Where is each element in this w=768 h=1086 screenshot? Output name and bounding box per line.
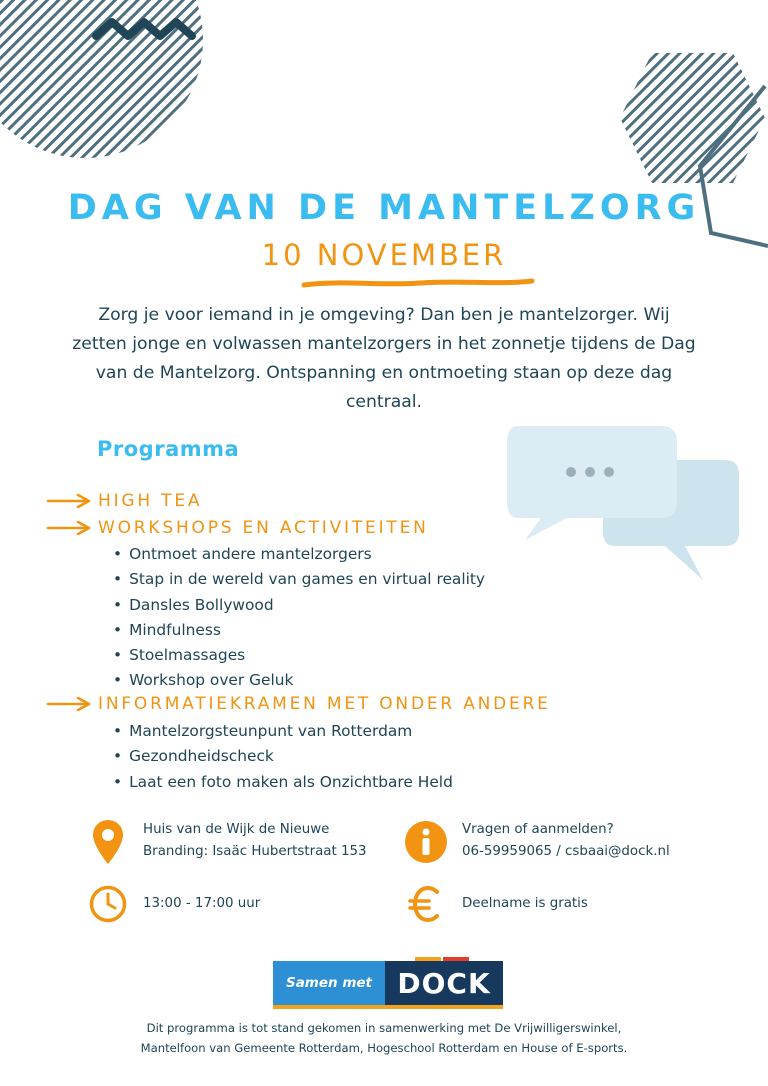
- location-line-2: Branding: Isaäc Hubertstraat 153: [143, 844, 367, 859]
- program-heading: Programma: [97, 437, 240, 461]
- cost-text: Deelname is gratis: [462, 896, 588, 911]
- section-title: WORKSHOPS EN ACTIVITEITEN: [98, 518, 429, 538]
- footer-line-1: Dit programma is tot stand gekomen in samenwerking met De Vrijwilligerswinkel,: [146, 1021, 622, 1035]
- list-item: • Mindfulness: [113, 618, 485, 643]
- euro-icon: [407, 885, 445, 923]
- contact-info: [462, 819, 670, 863]
- info-stands-list: [113, 719, 453, 795]
- logo-bar-orange: [415, 957, 441, 961]
- list-item: • Ontmoet andere mantelzorgers: [113, 542, 485, 567]
- section-title: INFORMATIEKRAMEN MET ONDER ANDERE: [98, 694, 551, 714]
- location-line-1: Huis van de Wijk de Nieuwe: [143, 822, 330, 837]
- page-title: DAG VAN DE MANTELZORG: [67, 188, 701, 228]
- list-item: • Workshop over Geluk: [113, 668, 485, 693]
- dock-logo: [273, 961, 503, 1005]
- list-item: • Stoelmassages: [113, 643, 485, 668]
- location-pin-icon: [91, 818, 125, 866]
- event-date: 10 NOVEMBER: [261, 238, 507, 272]
- footer-line-2: Mantelfoon van Gemeente Rotterdam, Hogeschool Rotterdam en House of E-sports.: [140, 1041, 628, 1055]
- time-text: 13:00 - 17:00 uur: [143, 896, 261, 911]
- list-item: • Gezondheidscheck: [113, 744, 453, 769]
- arrow-right-icon: [46, 520, 92, 536]
- logo-samen-met: Samen met: [273, 961, 385, 1005]
- location-info: [143, 819, 367, 863]
- program-section-info-stands: [46, 694, 551, 714]
- contact-line-2[interactable]: 06-59959065 / csbaai@dock.nl: [462, 844, 670, 859]
- contact-line-1: Vragen of aanmelden?: [462, 822, 614, 837]
- list-item: • Stap in de wereld van games en virtual reality: [113, 567, 485, 592]
- list-item: • Laat een foto maken als Onzichtbare Held: [113, 770, 453, 795]
- arrow-right-icon: [46, 696, 92, 712]
- footer-credits: [60, 1018, 708, 1058]
- logo-dock-text: DOCK: [397, 966, 491, 1000]
- info-icon: [404, 820, 448, 864]
- logo-bar-red: [443, 957, 469, 961]
- clock-icon: [89, 885, 127, 923]
- cost-info: [462, 893, 588, 915]
- arrow-right-icon: [46, 493, 92, 509]
- zigzag-decoration: [92, 16, 196, 44]
- list-item: • Dansles Bollywood: [113, 593, 485, 618]
- section-title: HIGH TEA: [98, 491, 203, 511]
- logo-dock: [385, 961, 503, 1005]
- time-info: [143, 893, 260, 915]
- list-item: • Mantelzorgsteunpunt van Rotterdam: [113, 719, 453, 744]
- program-section-workshops: [46, 518, 429, 538]
- program-section-high-tea: [46, 491, 202, 511]
- intro-paragraph: Zorg je voor iemand in je omgeving? Dan ben je mantelzorger. Wij zetten jonge en volwassen mantelzorgers in het zonnetje tijdens de Dag van de Mantelzorg. Ontspanning en ontmoeting staan op deze dag centraal.: [72, 305, 696, 412]
- date-underline-decoration: [300, 276, 536, 290]
- chat-bubbles-decoration: [505, 422, 745, 587]
- workshops-list: [113, 542, 485, 694]
